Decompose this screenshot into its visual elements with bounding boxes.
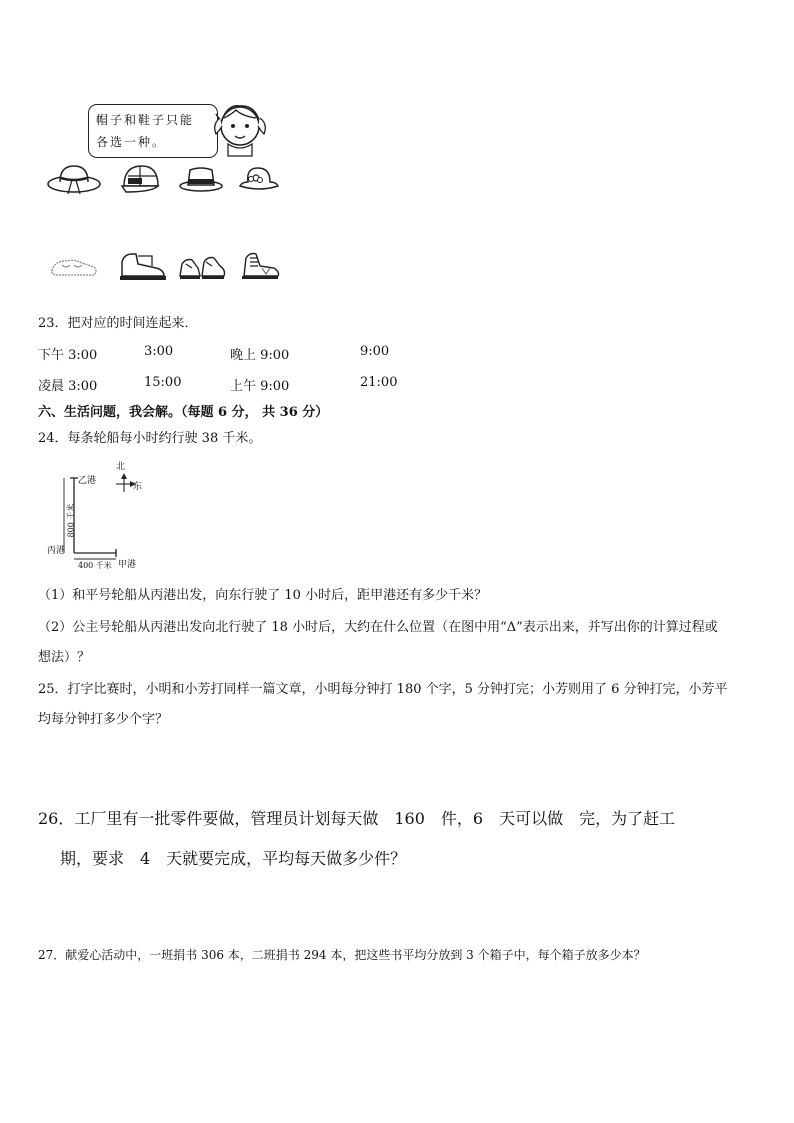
q23-r1-c2: 3:00: [144, 344, 174, 359]
q24-sub1: （1）和平号轮船从丙港出发，向东行驶了 10 小时后，距甲港还有多少千米？: [38, 588, 488, 603]
q26-line2: 期，要求 4 天就要完成，平均每天做多少件？: [60, 849, 407, 868]
q24-sub2-line2: 想法）？: [38, 650, 91, 665]
q27-text: 27．献爱心活动中，一班捐书 306 本，二班捐书 294 本，把这些书平均分放到 3 个箱子中，每个箱子放多少本？: [38, 948, 646, 962]
wide-brim-hat-icon: [46, 160, 102, 198]
sneaker-icon: [176, 250, 228, 282]
map-port-a-label: 甲港: [118, 560, 137, 570]
map-horizontal-distance: 400 千米: [78, 561, 112, 570]
slipper-icon: [48, 253, 100, 279]
q23-r1-c1: 下午 3:00: [38, 348, 98, 363]
map-vertical-distance: 800 千米: [66, 503, 76, 538]
flower-hat-icon: [236, 162, 282, 194]
map-port-b-label: 乙港: [78, 476, 97, 486]
q23-r2-c3: 上午 9:00: [230, 379, 290, 394]
section-6-title: 六、生活问题，我会解。（每题 6 分， 共 36 分）: [38, 405, 329, 420]
speech-line-2: 各选一种。: [96, 135, 167, 149]
q23-title: 23．把对应的时间连起来．: [38, 316, 198, 331]
speech-line-1: 帽子和鞋子只能: [96, 113, 195, 127]
q24-sub2-line1: （2）公主号轮船从丙港出发向北行驶了 18 小时后，大约在什么位置（在图中用“Δ”表示出来，并写出你的计算过程或: [38, 620, 718, 635]
q25-line1: 25．打字比赛时，小明和小芳打同样一篇文章，小明每分钟打 180 个字，5 分钟打完；小芳则用了 6 分钟打完，小芳平: [38, 682, 728, 697]
baseball-cap-icon: [118, 162, 162, 196]
boot-icon: [116, 248, 168, 282]
q26-line1: 26．工厂里有一批零件要做，管理员计划每天做 160 件，6 天可以做 完，为了赶工: [38, 809, 676, 828]
high-top-shoe-icon: [236, 248, 282, 282]
fedora-hat-icon: [178, 164, 224, 194]
q25-line2: 均每分钟打多少个字？: [38, 712, 169, 727]
q23-r2-c4: 21:00: [360, 375, 398, 390]
map-east-label: 东: [133, 482, 143, 492]
q24-title: 24．每条轮船每小时约行驶 38 千米。: [38, 431, 262, 446]
q23-r2-c2: 15:00: [144, 375, 182, 390]
q23-r2-c1: 凌晨 3:00: [38, 379, 98, 394]
map-port-c-label: 丙港: [47, 546, 66, 556]
map-north-label: 北: [116, 462, 126, 472]
girl-face-icon: [206, 96, 266, 160]
q23-r1-c3: 晚上 9:00: [230, 348, 290, 363]
q23-r1-c4: 9:00: [360, 344, 390, 359]
